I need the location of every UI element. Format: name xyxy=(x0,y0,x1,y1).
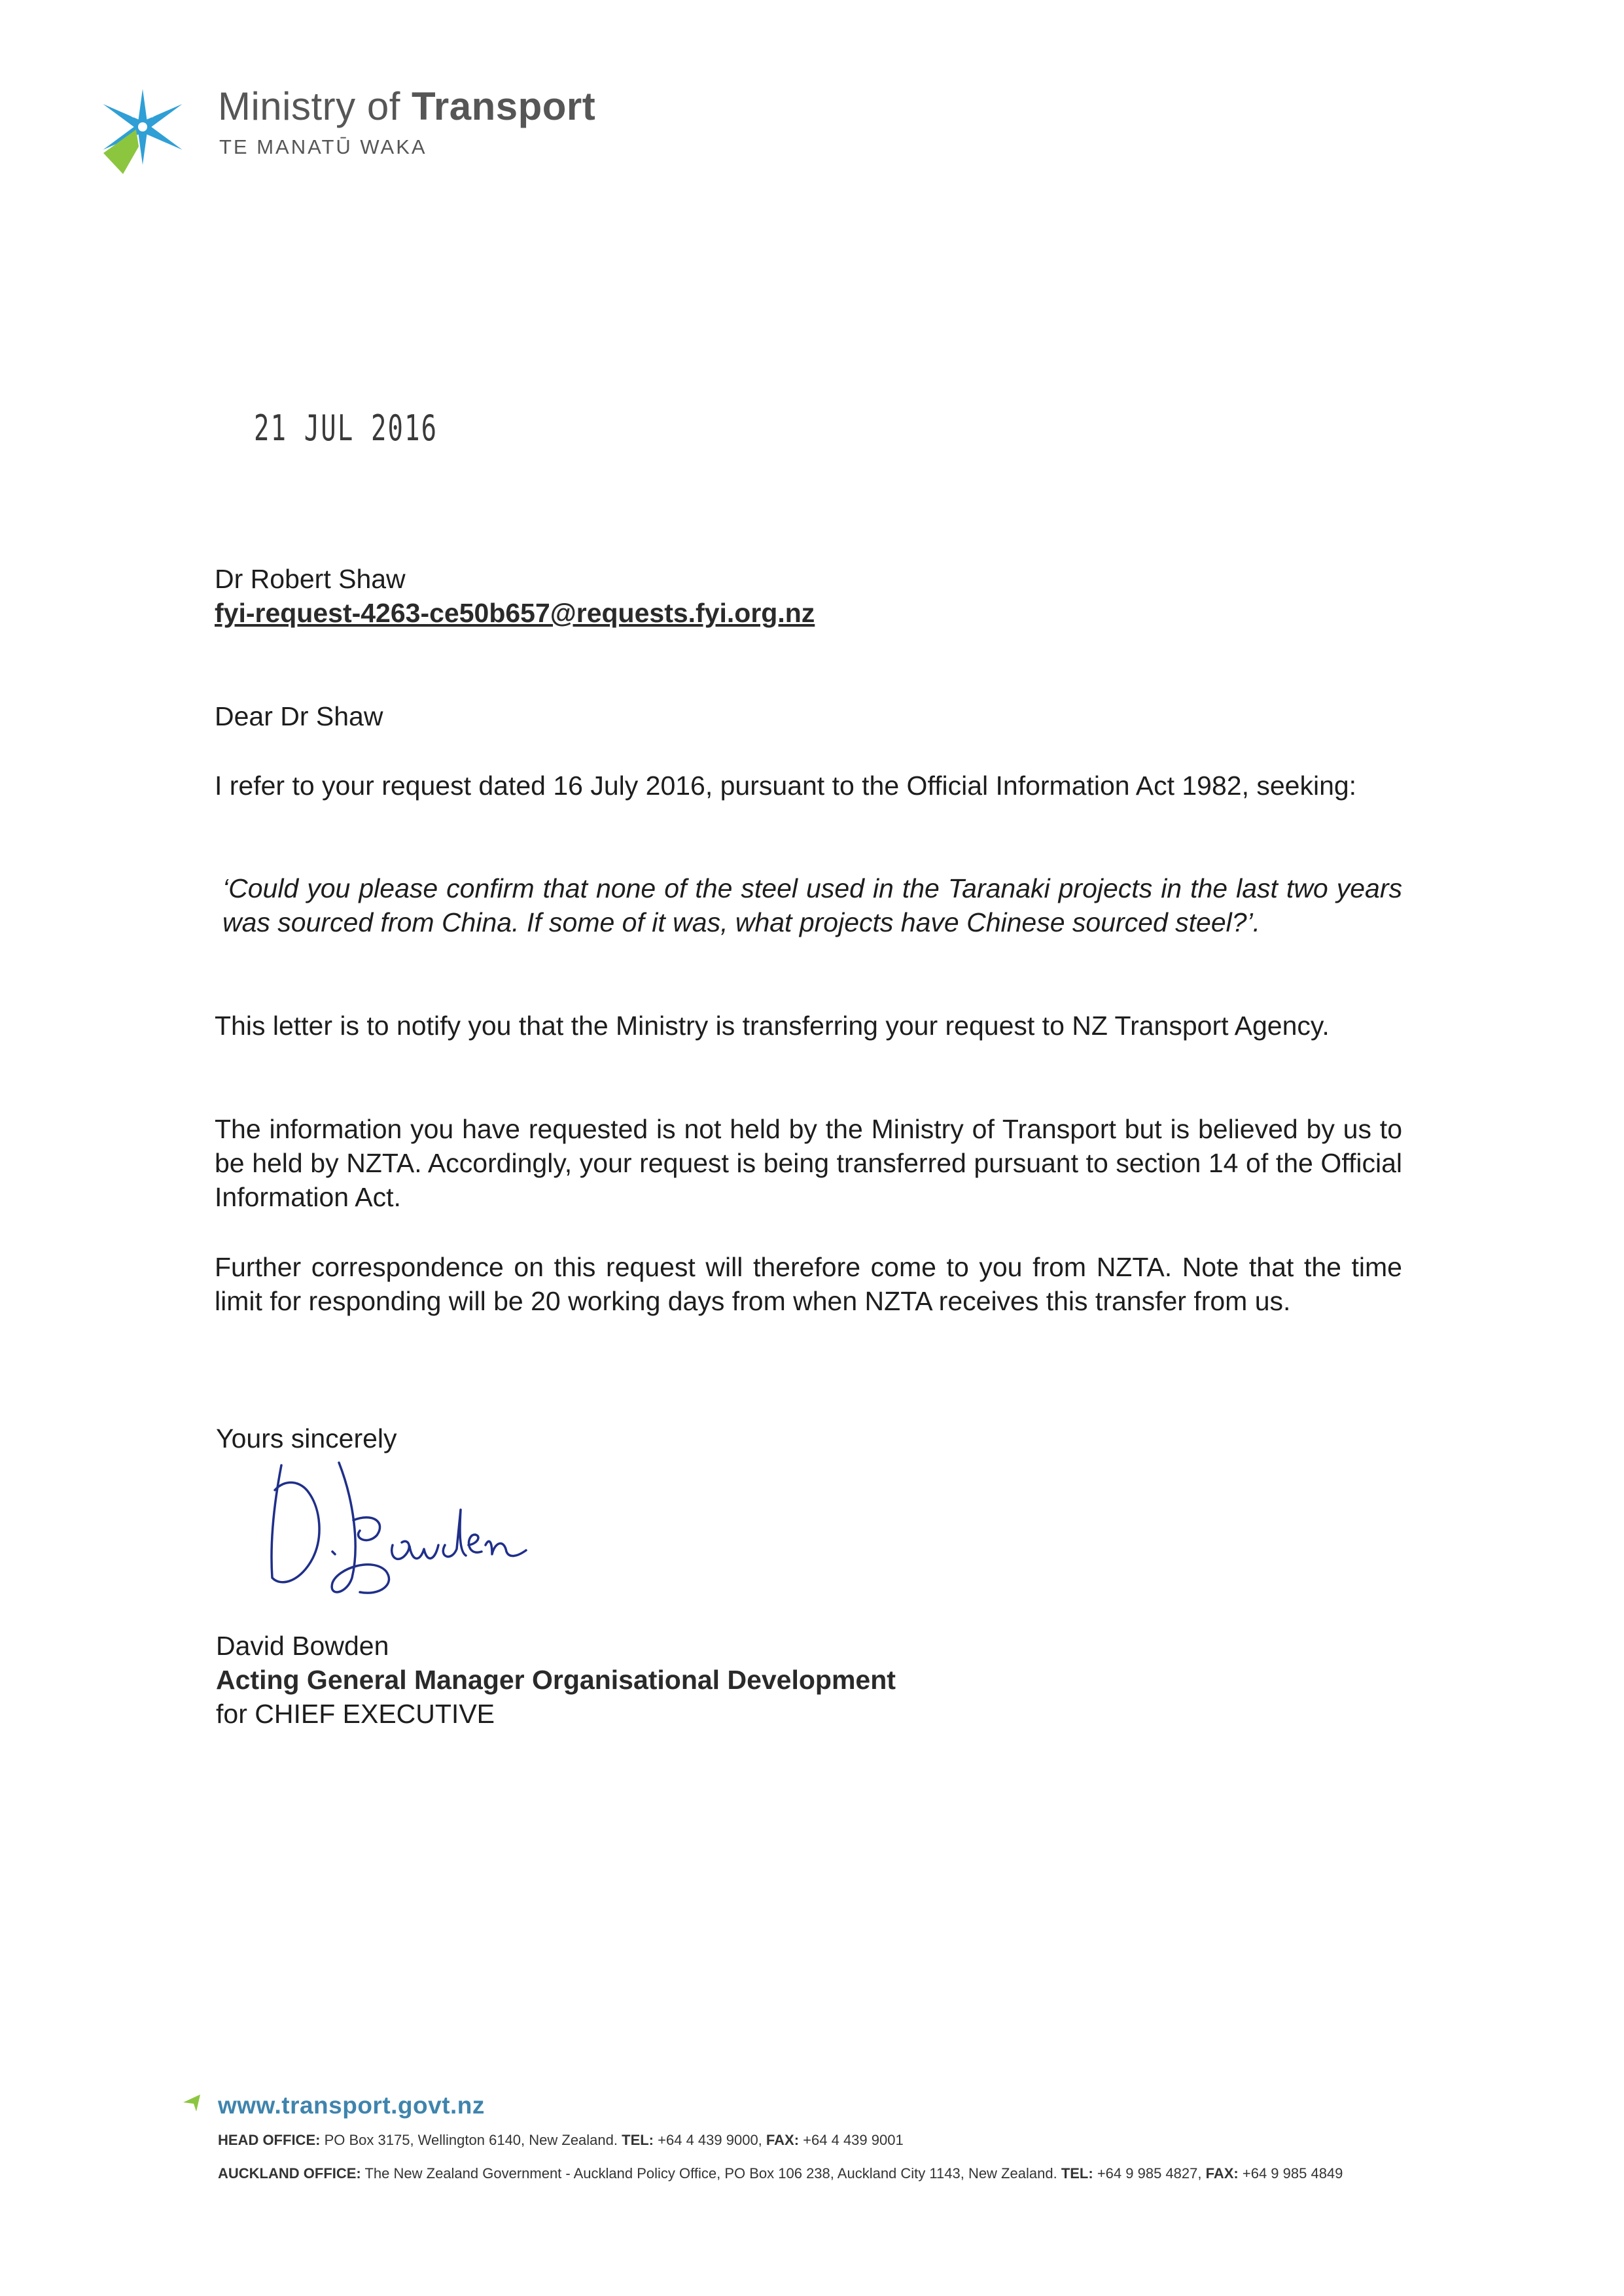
head-office-address: PO Box 3175, Wellington 6140, New Zealand. xyxy=(324,2132,618,2148)
signer-for: for CHIEF EXECUTIVE xyxy=(216,1699,495,1729)
auckland-office-fax: +64 9 985 4849 xyxy=(1242,2165,1343,2182)
auckland-office-tel-label: TEL: xyxy=(1061,2165,1093,2182)
auckland-office-address: The New Zealand Government - Auckland Policy Office, PO Box 106 238, Auckland City 1143, New Zealand. xyxy=(364,2165,1057,2182)
closing: Yours sincerely xyxy=(216,1423,397,1453)
head-office-label: HEAD OFFICE: xyxy=(218,2132,321,2148)
auckland-office-fax-label: FAX: xyxy=(1205,2165,1239,2182)
footer-auckland-office xyxy=(218,2165,1343,2182)
salutation: Dear Dr Shaw xyxy=(215,701,383,731)
ministry-name-light: Ministry of xyxy=(218,84,412,128)
recipient-email-link[interactable]: fyi-request-4263-ce50b657@requests.fyi.org.nz xyxy=(215,598,815,628)
ministry-name xyxy=(218,84,595,129)
paragraph-request: I refer to your request dated 16 July 2016, pursuant to the Official Information Act 1982, seeking: xyxy=(215,771,1357,801)
auckland-office-label: AUCKLAND OFFICE: xyxy=(218,2165,361,2182)
paragraph-further-correspondence: Further correspondence on this request will therefore come to you from NZTA. Note that the time limit for responding will be 20 working days from when NZTA receives this transfer from us. xyxy=(215,1252,1402,1316)
request-quote: ‘Could you please confirm that none of the steel used in the Taranaki projects in the last two years was sourced from China. If some of it was, what projects have Chinese sourced steel?’. xyxy=(222,873,1402,937)
paragraph-transfer-notice: This letter is to notify you that the Ministry is transferring your request to NZ Transport Agency. xyxy=(215,1011,1330,1041)
footer-head-office xyxy=(218,2132,904,2149)
signature-icon xyxy=(255,1447,543,1610)
head-office-tel-label: TEL: xyxy=(622,2132,654,2148)
head-office-tel: +64 4 439 9000, xyxy=(658,2132,762,2148)
ministry-name-bold: Transport xyxy=(412,84,596,128)
head-office-fax: +64 4 439 9001 xyxy=(803,2132,904,2148)
footer-arrow-icon xyxy=(182,2093,202,2113)
auckland-office-tel: +64 9 985 4827, xyxy=(1097,2165,1202,2182)
ministry-logo-icon xyxy=(84,84,202,177)
ministry-maori-name: TE MANATŪ WAKA xyxy=(219,135,427,158)
date-stamp: 21 JUL 2016 xyxy=(254,408,438,449)
head-office-fax-label: FAX: xyxy=(766,2132,800,2148)
footer-website-link[interactable]: www.transport.govt.nz xyxy=(218,2092,485,2119)
recipient-name: Dr Robert Shaw xyxy=(215,564,406,594)
signer-name: David Bowden xyxy=(216,1631,389,1661)
signer-title: Acting General Manager Organisational Development xyxy=(216,1665,896,1695)
paragraph-information-held: The information you have requested is not held by the Ministry of Transport but is believed by us to be held by NZTA. Accordingly, your request is being transferred pursuant to section 14 of the Official Information Act. xyxy=(215,1114,1402,1212)
